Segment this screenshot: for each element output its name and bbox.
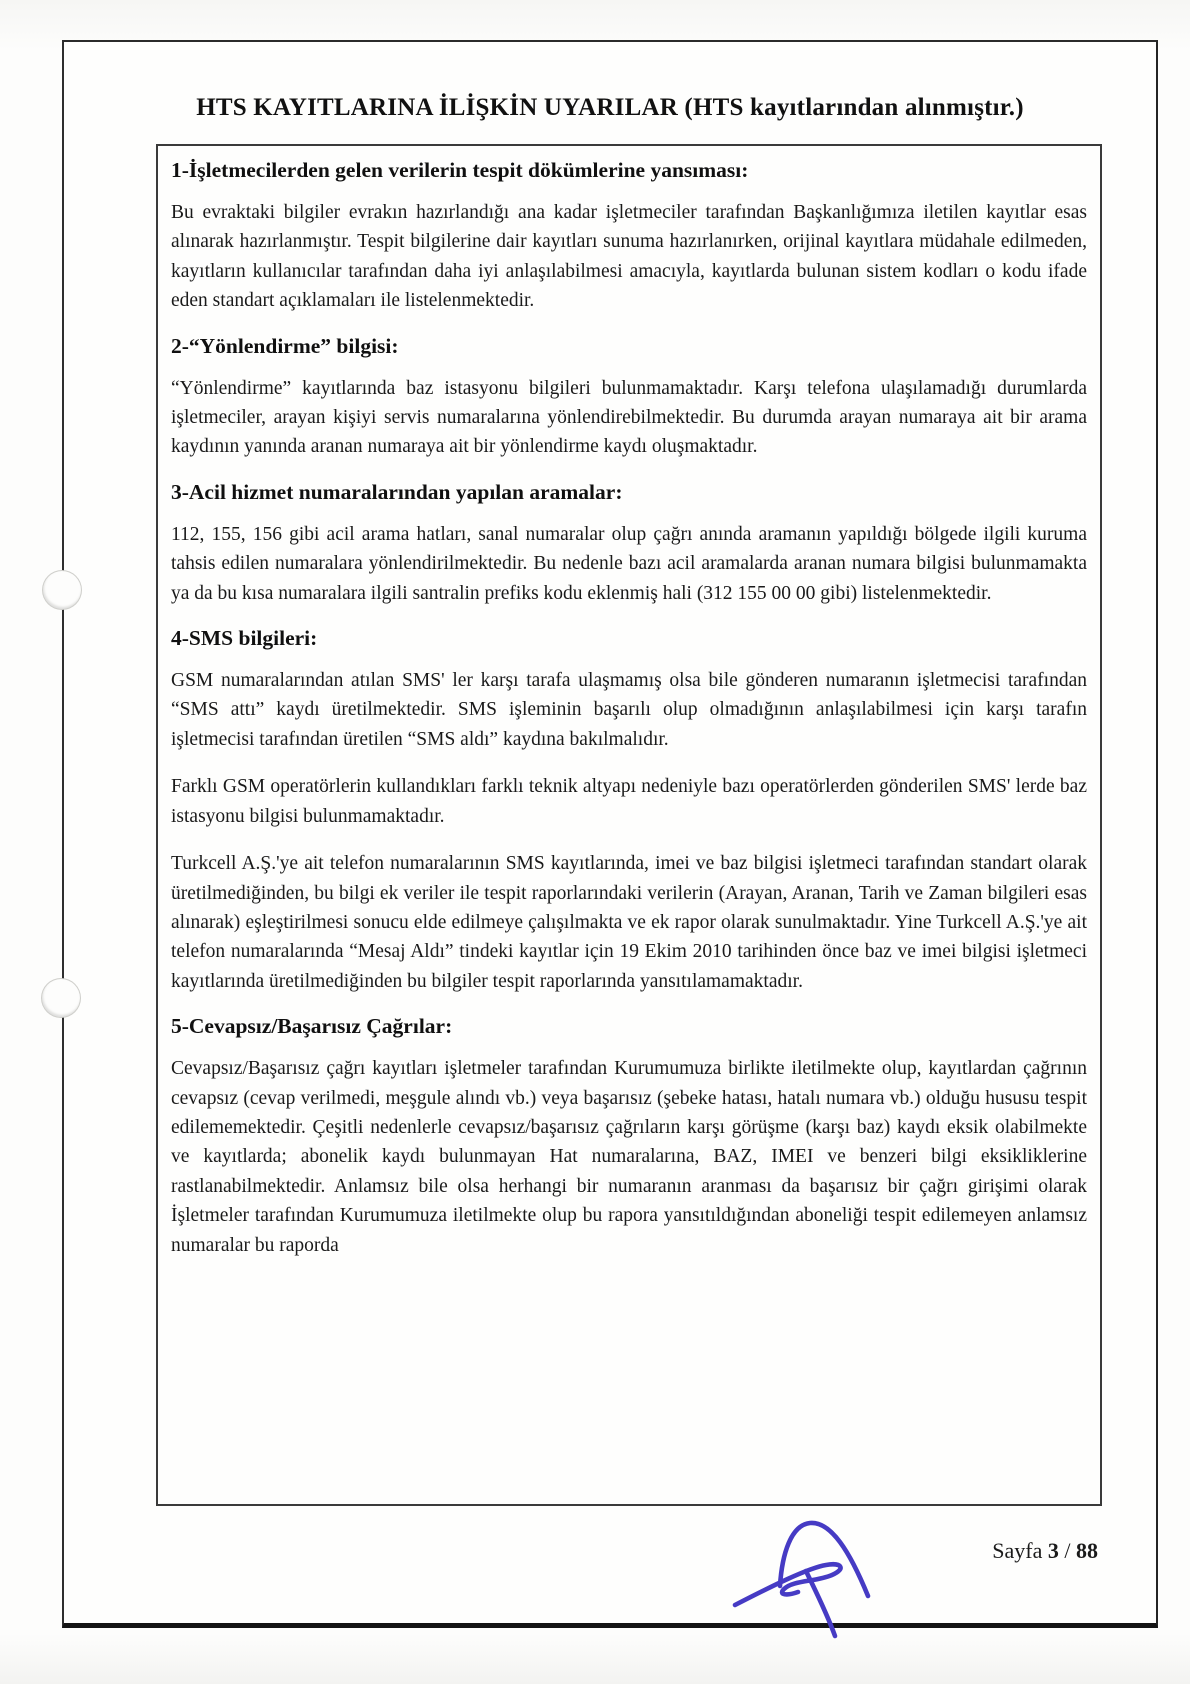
section-1-heading: 1-İşletmecilerden gelen verilerin tespit dökümlerine yansıması: [171, 158, 749, 182]
section-3-heading: 3-Acil hizmet numaralarından yapılan aramalar: [171, 479, 623, 504]
section-2 [171, 332, 1087, 462]
page-label: Sayfa [992, 1538, 1048, 1563]
section-4-heading: 4-SMS bilgileri: [171, 626, 318, 651]
section-4-paragraph-3: Turkcell A.Ş.'ye ait telefon numaralarının SMS kayıtlarında, imei ve baz bilgisi işletmeci tarafından standart olarak üretilmediğinden, bu bilgi ek veriler ile tespit raporlarındaki verilerin (Arayan, Aranan, Tarih ve Zaman bilgileri esas alınarak) eşleştirilmesi sonucu elde edilmeye çalışılmakta ve ek rapor olarak sunulmaktadır. Yine Turkcell A.Ş.'ye ait telefon numaralarında “Mesaj Aldı” tindeki kayıtlar için 19 Ekim 2010 tarihinden önce baz ve imei bilgisi işletmeci kayıtlarında üretilmediğinden bu bilgiler tespit raporlarında yansıtılamamaktadır. [171, 853, 1087, 992]
section-2-heading: 2-“Yönlendirme” bilgisi: [171, 333, 399, 358]
page-current: 3 [1047, 1538, 1059, 1563]
section-1-paragraph: Bu evraktaki bilgiler evrakın hazırlandığı ana kadar işletmeciler tarafından Başkanlığımıza iletilen kayıtlar esas alınarak hazırlanmıştır. Tespit bilgilerine dair kayıtları sunuma hazırlanırken, orijinal kayıtlara müdahale edilmeden, kayıtların kullanıcılar tarafından daha iyi anlaşılabilmesi amacıyla, kayıtlarda bulunan sistem kodları o kodu ifade eden standart açıklamaları ile listelenmektedir. [171, 202, 1087, 312]
section-4 [171, 624, 1087, 996]
page-title: HTS KAYITLARINA İLİŞKİN UYARILAR (HTS kayıtlarından alınmıştır.) [196, 94, 1024, 121]
signature-strokes [735, 1523, 868, 1636]
section-5-paragraph: Cevapsız/Başarısız çağrı kayıtları işletmeler tarafından Kurumumuza birlikte iletilmekte olup, kayıtlardan çağrının cevapsız (cevap verilmedi, meşgule alındı vb.) veya başarısız (şebeke hatası, hatalı numara vb.) olduğu hususu tespit edilememektedir. Çeşitli nedenlerle cevapsız/başarısız çağrıların karşı görüşme (karşı baz) kaydı eksik olabilmekte ve kayıtlarda; abonelik kaydı bulunmayan Hat numaralarına, BAZ, IMEI ve benzeri bilgi eksikliklerine rastlanabilmektedir. Anlamsız bile olsa herhangi bir numaranın aranması da başarısız bir çağrı girişimi olarak İşletmeler tarafından Kurumumuza iletilmekte olup bu rapora yansıtıldığından aboneliği tespit edilemeyen anlamsız numaralar bu raporda [171, 1058, 1087, 1256]
section-5-heading: 5-Cevapsız/Başarısız Çağrılar: [171, 1014, 453, 1039]
section-4-paragraph-1: GSM numaralarından atılan SMS' ler karşı tarafa ulaşmamış olsa bile gönderen numaranın işletmecisi tarafından “SMS attı” kaydı üretilmektedir. SMS işleminin başarılı olup olmadığının anlaşılabilmesi için karşı tarafın işletmecisi tarafından üretilen “SMS aldı” kaydına bakılmalıdır. [171, 670, 1087, 750]
page-number-footer [992, 1538, 1098, 1564]
section-3-paragraph: 112, 155, 156 gibi acil arama hatları, sanal numaralar olup çağrı anında aramanın yapıldığı bölgede ilgili kuruma tahsis edilen numaralara yönlendirilmektedir. Bu nedenle bazı acil aramalarda aranan numara bilgisi bulunmamakta ya da bu kısa numaralara ilgili santralin prefiks kodu eklenmiş hali (312 155 00 00 gibi) listelenmektedir. [171, 523, 1087, 604]
section-4-paragraph-2: Farklı GSM operatörlerin kullandıkları farklı teknik altyapı nedeniyle bazı operatörlerden gönderilen SMS' lerde baz istasyonu bilgisi bulunmamaktadır. [171, 776, 1087, 827]
section-3 [171, 478, 1087, 608]
section-5 [171, 1012, 1087, 1260]
punch-hole-top [42, 570, 82, 610]
section-1 [171, 156, 1087, 316]
content-box [156, 144, 1102, 1506]
page-frame [62, 40, 1158, 1628]
punch-hole-bottom [41, 978, 81, 1018]
page-separator: / [1058, 1538, 1076, 1563]
section-2-paragraph: “Yönlendirme” kayıtlarında baz istasyonu bilgileri bulunmamaktadır. Karşı telefona ulaşılamadığı durumlarda işletmeciler, arayan kişiyi servis numaralarına yönlendirebilmektedir. Bu durumda arayan numaraya ait bir arama kaydının yanında aranan numaraya ait bir yönlendirme kaydı oluşmaktadır. [171, 377, 1087, 458]
page-total: 88 [1076, 1538, 1098, 1563]
